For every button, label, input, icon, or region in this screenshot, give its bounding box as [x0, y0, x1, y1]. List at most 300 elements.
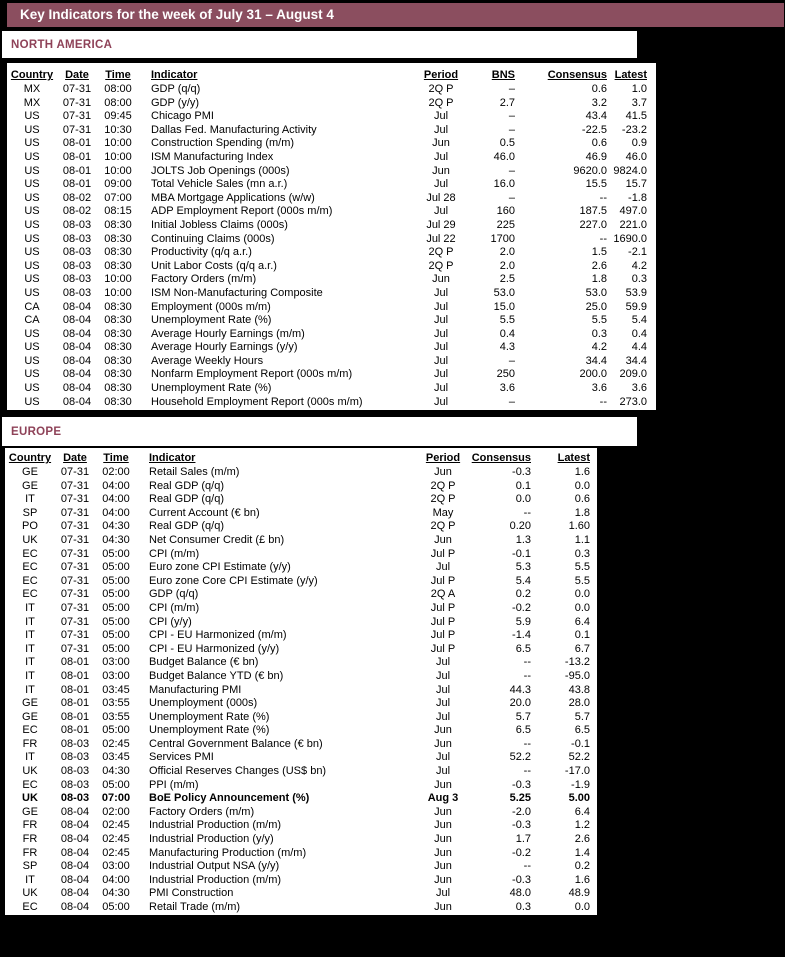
cell-latest: 46.0 [625, 150, 647, 163]
cell-period: Jul [433, 314, 449, 327]
cell-bns: 225 [496, 218, 515, 231]
cell-date: 08-04 [60, 901, 90, 913]
cell-indicator: Total Vehicle Sales (mn a.r.) [151, 178, 288, 191]
cell-consensus: 6.5 [515, 724, 531, 737]
cell-time: 05:00 [102, 601, 130, 614]
cell-country: IT [25, 683, 35, 696]
cell-latest: 9824.0 [613, 164, 647, 177]
cell-indicator: Industrial Production (y/y) [149, 833, 274, 846]
cell-country: IT [25, 629, 35, 642]
cell-bns: – [508, 110, 515, 123]
cell-consensus: 53.0 [585, 286, 607, 299]
cell-date: 08-04 [62, 327, 92, 340]
cell-indicator: Average Hourly Earnings (m/m) [151, 327, 305, 340]
cell-period: Jul [435, 887, 451, 900]
table-row [7, 137, 656, 151]
cell-consensus: 25.0 [585, 300, 607, 313]
cell-consensus: -- [523, 506, 531, 519]
cell-time: 05:00 [102, 547, 130, 560]
cell-date: 07-31 [60, 533, 90, 546]
cell-date: 08-04 [62, 354, 92, 367]
cell-bns: – [508, 123, 515, 136]
cell-period: Jul [433, 123, 449, 136]
cell-time: 04:30 [102, 887, 130, 900]
header-row [5, 448, 597, 466]
cell-period: Jul P [430, 574, 456, 587]
cell-indicator: CPI (m/m) [149, 601, 200, 614]
cell-period: Jun [432, 273, 450, 286]
table-row [5, 738, 597, 752]
cell-consensus: -0.3 [512, 466, 531, 478]
cell-country: MX [23, 96, 41, 109]
cell-country: GE [22, 710, 38, 723]
column-header-country: Country [8, 452, 52, 464]
cell-indicator: Household Employment Report (000s m/m) [151, 395, 363, 408]
cell-bns: 4.3 [499, 341, 515, 354]
table-row [5, 860, 597, 874]
cell-bns: 3.6 [499, 382, 515, 395]
cell-latest: 0.0 [574, 901, 590, 913]
cell-bns: 0.4 [499, 327, 515, 340]
table-row [5, 656, 597, 670]
cell-time: 04:30 [102, 765, 130, 778]
cell-time: 09:45 [104, 110, 132, 123]
cell-indicator: Nonfarm Employment Report (000s m/m) [151, 368, 353, 381]
cell-latest: 6.4 [574, 805, 590, 818]
cell-consensus: 44.3 [509, 683, 531, 696]
cell-latest: 1.6 [574, 466, 590, 478]
cell-indicator: Euro zone CPI Estimate (y/y) [149, 561, 291, 574]
cell-date: 08-04 [62, 300, 92, 313]
cell-latest: 2.6 [574, 833, 590, 846]
table-row [7, 341, 656, 355]
cell-date: 07-31 [60, 547, 90, 560]
cell-country: CA [24, 300, 40, 313]
cell-country: US [24, 246, 40, 259]
cell-consensus: 0.20 [509, 520, 531, 533]
cell-date: 07-31 [60, 615, 90, 628]
cell-indicator: JOLTS Job Openings (000s) [151, 164, 290, 177]
cell-consensus: 43.4 [585, 110, 607, 123]
cell-time: 08:30 [104, 314, 132, 327]
table-row [7, 273, 656, 287]
table-row [5, 534, 597, 548]
cell-country: UK [22, 887, 38, 900]
cell-date: 07-31 [60, 588, 90, 601]
cell-time: 08:30 [104, 327, 132, 340]
cell-consensus: 48.0 [509, 887, 531, 900]
table-row [5, 684, 597, 698]
cell-date: 08-03 [60, 751, 90, 764]
cell-indicator: Real GDP (q/q) [149, 520, 224, 533]
cell-consensus: 52.2 [509, 751, 531, 764]
cell-period: Jul [433, 286, 449, 299]
cell-period: Jun [434, 533, 452, 546]
section-header-europe [2, 417, 637, 446]
cell-latest: 53.9 [625, 286, 647, 299]
cell-period: Jul 22 [426, 232, 456, 245]
cell-period: Jul [433, 327, 449, 340]
cell-date: 08-03 [62, 286, 92, 299]
cell-country: GE [22, 466, 38, 478]
cell-period: Jun [434, 805, 452, 818]
cell-period: Jun [434, 901, 452, 913]
cell-date: 07-31 [60, 574, 90, 587]
cell-period: Jul [433, 110, 449, 123]
cell-indicator: Current Account (€ bn) [149, 506, 260, 519]
cell-date: 08-04 [60, 887, 90, 900]
cell-consensus: 1.8 [591, 273, 607, 286]
cell-country: IT [25, 642, 35, 655]
cell-period: 2Q A [430, 588, 456, 601]
cell-date: 08-01 [60, 669, 90, 682]
cell-consensus: 46.9 [585, 150, 607, 163]
cell-country: GE [22, 805, 38, 818]
cell-country: US [24, 327, 40, 340]
cell-latest: 52.2 [568, 751, 590, 764]
cell-country: EC [22, 778, 38, 791]
cell-latest: 1.2 [574, 819, 590, 832]
cell-period: Jun [434, 466, 452, 478]
cell-latest: 1.0 [631, 83, 647, 95]
cell-indicator: BoE Policy Announcement (%) [149, 792, 310, 805]
cell-time: 10:00 [104, 273, 132, 286]
section-header-north-america [2, 31, 637, 58]
cell-bns: – [508, 83, 515, 95]
table-row [5, 833, 597, 847]
table-row [7, 192, 656, 206]
table-row [5, 493, 597, 507]
cell-time: 07:00 [104, 191, 132, 204]
cell-time: 08:00 [104, 83, 132, 95]
cell-latest: 0.0 [574, 588, 590, 601]
cell-date: 08-04 [62, 314, 92, 327]
cell-indicator: Initial Jobless Claims (000s) [151, 218, 288, 231]
cell-country: IT [25, 601, 35, 614]
cell-period: 2Q P [428, 96, 454, 109]
cell-country: GE [22, 697, 38, 710]
cell-time: 03:55 [102, 697, 130, 710]
column-header-latest: Latest [557, 452, 590, 464]
cell-country: UK [22, 765, 38, 778]
cell-time: 08:30 [104, 368, 132, 381]
cell-latest: 6.4 [574, 615, 590, 628]
table-row [5, 887, 597, 901]
cell-latest: 3.6 [631, 382, 647, 395]
cell-indicator: Unit Labor Costs (q/q a.r.) [151, 259, 277, 272]
cell-date: 08-04 [60, 860, 90, 873]
cell-bns: – [508, 395, 515, 408]
cell-latest: -0.1 [571, 737, 590, 750]
cell-time: 08:30 [104, 300, 132, 313]
cell-latest: 0.3 [631, 273, 647, 286]
cell-period: Jun [434, 873, 452, 886]
cell-period: 2Q P [428, 83, 454, 95]
cell-time: 02:45 [102, 819, 130, 832]
cell-consensus: 2.6 [591, 259, 607, 272]
cell-period: Jul [435, 765, 451, 778]
cell-consensus: -1.4 [512, 629, 531, 642]
cell-indicator: Unemployment Rate (%) [149, 724, 270, 737]
cell-indicator: Real GDP (q/q) [149, 479, 224, 492]
europe-table-container [5, 448, 597, 915]
cell-indicator: Manufacturing Production (m/m) [149, 846, 307, 859]
cell-consensus: 0.6 [591, 137, 607, 150]
cell-period: Jul [435, 669, 451, 682]
cell-date: 08-04 [62, 395, 92, 408]
cell-time: 08:30 [104, 246, 132, 259]
cell-consensus: -0.1 [512, 547, 531, 560]
cell-date: 07-31 [60, 601, 90, 614]
cell-consensus: -0.2 [512, 846, 531, 859]
cell-consensus: -0.3 [512, 873, 531, 886]
table-row [5, 520, 597, 534]
cell-date: 07-31 [60, 466, 90, 478]
table-row [7, 97, 656, 111]
cell-country: US [24, 368, 40, 381]
table-row [7, 328, 656, 342]
cell-latest: 6.7 [574, 642, 590, 655]
cell-consensus: -0.3 [512, 819, 531, 832]
cell-consensus: -- [523, 737, 531, 750]
cell-period: Jul [433, 395, 449, 408]
cell-date: 07-31 [60, 479, 90, 492]
cell-consensus: 1.7 [515, 833, 531, 846]
cell-time: 08:30 [104, 395, 132, 408]
cell-period: Jul [435, 751, 451, 764]
cell-latest: -1.8 [628, 191, 647, 204]
cell-bns: 16.0 [493, 178, 515, 191]
table-row [7, 382, 656, 396]
cell-latest: 43.8 [568, 683, 590, 696]
cell-time: 04:00 [102, 479, 130, 492]
column-header-indicator: Indicator [151, 69, 198, 81]
cell-consensus: 0.2 [515, 588, 531, 601]
cell-country: MX [23, 83, 41, 95]
cell-consensus: 0.6 [591, 83, 607, 95]
cell-latest: 1.1 [574, 533, 590, 546]
cell-bns: 0.5 [499, 137, 515, 150]
cell-date: 08-04 [60, 833, 90, 846]
north-america-table [7, 63, 656, 409]
cell-date: 08-01 [62, 137, 92, 150]
cell-country: CA [24, 314, 40, 327]
cell-indicator: PPI (m/m) [149, 778, 199, 791]
cell-date: 07-31 [60, 561, 90, 574]
cell-consensus: 187.5 [579, 205, 607, 218]
cell-time: 08:30 [104, 259, 132, 272]
cell-country: IT [25, 493, 35, 506]
cell-time: 03:00 [102, 656, 130, 669]
cell-country: US [24, 164, 40, 177]
cell-country: FR [22, 819, 38, 832]
cell-period: Jul P [430, 547, 456, 560]
cell-bns: – [508, 164, 515, 177]
cell-country: IT [25, 669, 35, 682]
table-row [7, 301, 656, 315]
cell-consensus: 5.4 [515, 574, 531, 587]
column-header-consensus: Consensus [547, 69, 607, 81]
cell-time: 08:15 [104, 205, 132, 218]
table-row [5, 548, 597, 562]
column-header-time: Time [103, 452, 129, 464]
table-row [7, 233, 656, 247]
cell-country: US [24, 273, 40, 286]
table-row [7, 165, 656, 179]
cell-country: US [24, 395, 40, 408]
cell-country: PO [22, 520, 38, 533]
cell-bns: 250 [496, 368, 515, 381]
cell-period: Jul [433, 341, 449, 354]
column-header-date: Date [65, 69, 89, 81]
cell-latest: 0.1 [574, 629, 590, 642]
table-row [5, 847, 597, 861]
table-row [7, 246, 656, 260]
column-header-period: Period [423, 69, 459, 81]
table-row [7, 178, 656, 192]
cell-date: 08-03 [60, 765, 90, 778]
cell-period: Jun [434, 860, 452, 873]
cell-bns: 1700 [490, 232, 515, 245]
cell-country: US [24, 191, 40, 204]
cell-date: 08-04 [62, 368, 92, 381]
cell-latest: 497.0 [619, 205, 647, 218]
cell-country: FR [22, 833, 38, 846]
cell-consensus: 15.5 [585, 178, 607, 191]
cell-date: 08-01 [62, 164, 92, 177]
cell-date: 08-04 [60, 873, 90, 886]
table-row [7, 368, 656, 382]
cell-indicator: Industrial Output NSA (y/y) [149, 860, 280, 873]
cell-date: 08-03 [62, 273, 92, 286]
cell-indicator: Central Government Balance (€ bn) [149, 737, 323, 750]
cell-indicator: Factory Orders (m/m) [149, 805, 255, 818]
cell-time: 08:30 [104, 354, 132, 367]
table-row [5, 507, 597, 521]
table-row [7, 260, 656, 274]
cell-time: 05:00 [102, 588, 130, 601]
cell-country: UK [22, 792, 38, 805]
table-row [5, 588, 597, 602]
cell-bns: 2.0 [499, 246, 515, 259]
cell-indicator: Industrial Production (m/m) [149, 819, 282, 832]
cell-indicator: Average Hourly Earnings (y/y) [151, 341, 298, 354]
cell-consensus: -- [523, 669, 531, 682]
cell-latest: 1690.0 [613, 232, 647, 245]
cell-indicator: CPI (m/m) [149, 547, 200, 560]
cell-indicator: Unemployment Rate (%) [149, 710, 270, 723]
column-header-date: Date [63, 452, 87, 464]
table-row [5, 819, 597, 833]
cell-period: 2Q P [428, 259, 454, 272]
table-row [5, 602, 597, 616]
header-row [7, 63, 656, 83]
cell-consensus: 5.25 [509, 792, 531, 805]
cell-consensus: 5.5 [591, 314, 607, 327]
europe-table [5, 448, 597, 915]
cell-indicator: Productivity (q/q a.r.) [151, 246, 252, 259]
cell-latest: 0.0 [574, 479, 590, 492]
cell-latest: 48.9 [568, 887, 590, 900]
cell-country: EC [22, 588, 38, 601]
cell-time: 10:30 [104, 123, 132, 136]
table-row [7, 110, 656, 124]
cell-latest: 0.4 [631, 327, 647, 340]
cell-period: Jul 29 [426, 218, 456, 231]
cell-indicator: Real GDP (q/q) [149, 493, 224, 506]
cell-date: 08-01 [62, 178, 92, 191]
cell-latest: 209.0 [619, 368, 647, 381]
cell-indicator: CPI - EU Harmonized (y/y) [149, 642, 280, 655]
cell-time: 03:55 [102, 710, 130, 723]
cell-latest: 59.9 [625, 300, 647, 313]
cell-time: 04:00 [102, 873, 130, 886]
cell-indicator: ISM Non-Manufacturing Composite [151, 286, 323, 299]
cell-consensus: 34.4 [585, 354, 607, 367]
cell-indicator: ISM Manufacturing Index [151, 150, 274, 163]
cell-period: 2Q P [430, 493, 456, 506]
cell-bns: 160 [496, 205, 515, 218]
cell-country: US [24, 382, 40, 395]
cell-period: Jul P [430, 642, 456, 655]
cell-date: 07-31 [60, 629, 90, 642]
cell-time: 09:00 [104, 178, 132, 191]
cell-consensus: 6.5 [515, 642, 531, 655]
cell-date: 07-31 [60, 520, 90, 533]
cell-country: EC [22, 724, 38, 737]
table-row [5, 765, 597, 779]
cell-indicator: MBA Mortgage Applications (w/w) [151, 191, 315, 204]
cell-latest: 5.4 [631, 314, 647, 327]
table-row [5, 874, 597, 888]
table-row [5, 792, 597, 806]
cell-time: 08:30 [104, 382, 132, 395]
cell-date: 08-03 [62, 259, 92, 272]
cell-indicator: Industrial Production (m/m) [149, 873, 282, 886]
column-header-period: Period [425, 452, 461, 464]
cell-period: Jul [433, 150, 449, 163]
column-header-time: Time [105, 69, 131, 81]
cell-date: 08-01 [60, 724, 90, 737]
cell-latest: 0.6 [574, 493, 590, 506]
cell-period: Jul [435, 710, 451, 723]
cell-indicator: Chicago PMI [151, 110, 214, 123]
cell-bns: – [508, 191, 515, 204]
cell-period: 2Q P [428, 246, 454, 259]
cell-latest: 41.5 [625, 110, 647, 123]
cell-latest: -13.2 [564, 656, 590, 669]
cell-indicator: Average Weekly Hours [151, 354, 264, 367]
cell-consensus: 3.2 [591, 96, 607, 109]
cell-latest: 1.8 [574, 506, 590, 519]
cell-latest: 5.5 [574, 561, 590, 574]
cell-time: 04:00 [102, 506, 130, 519]
cell-indicator: Unemployment Rate (%) [151, 382, 272, 395]
cell-indicator: Continuing Claims (000s) [151, 232, 275, 245]
cell-indicator: Services PMI [149, 751, 214, 764]
cell-time: 02:00 [102, 805, 130, 818]
cell-consensus: -2.0 [512, 805, 531, 818]
cell-latest: 1.6 [574, 873, 590, 886]
cell-period: Jul [435, 656, 451, 669]
cell-time: 05:00 [102, 629, 130, 642]
cell-period: Jul [435, 561, 451, 574]
table-row [5, 697, 597, 711]
cell-consensus: -- [523, 765, 531, 778]
cell-indicator: GDP (q/q) [151, 83, 201, 95]
cell-time: 02:45 [102, 737, 130, 750]
cell-indicator: CPI - EU Harmonized (m/m) [149, 629, 287, 642]
